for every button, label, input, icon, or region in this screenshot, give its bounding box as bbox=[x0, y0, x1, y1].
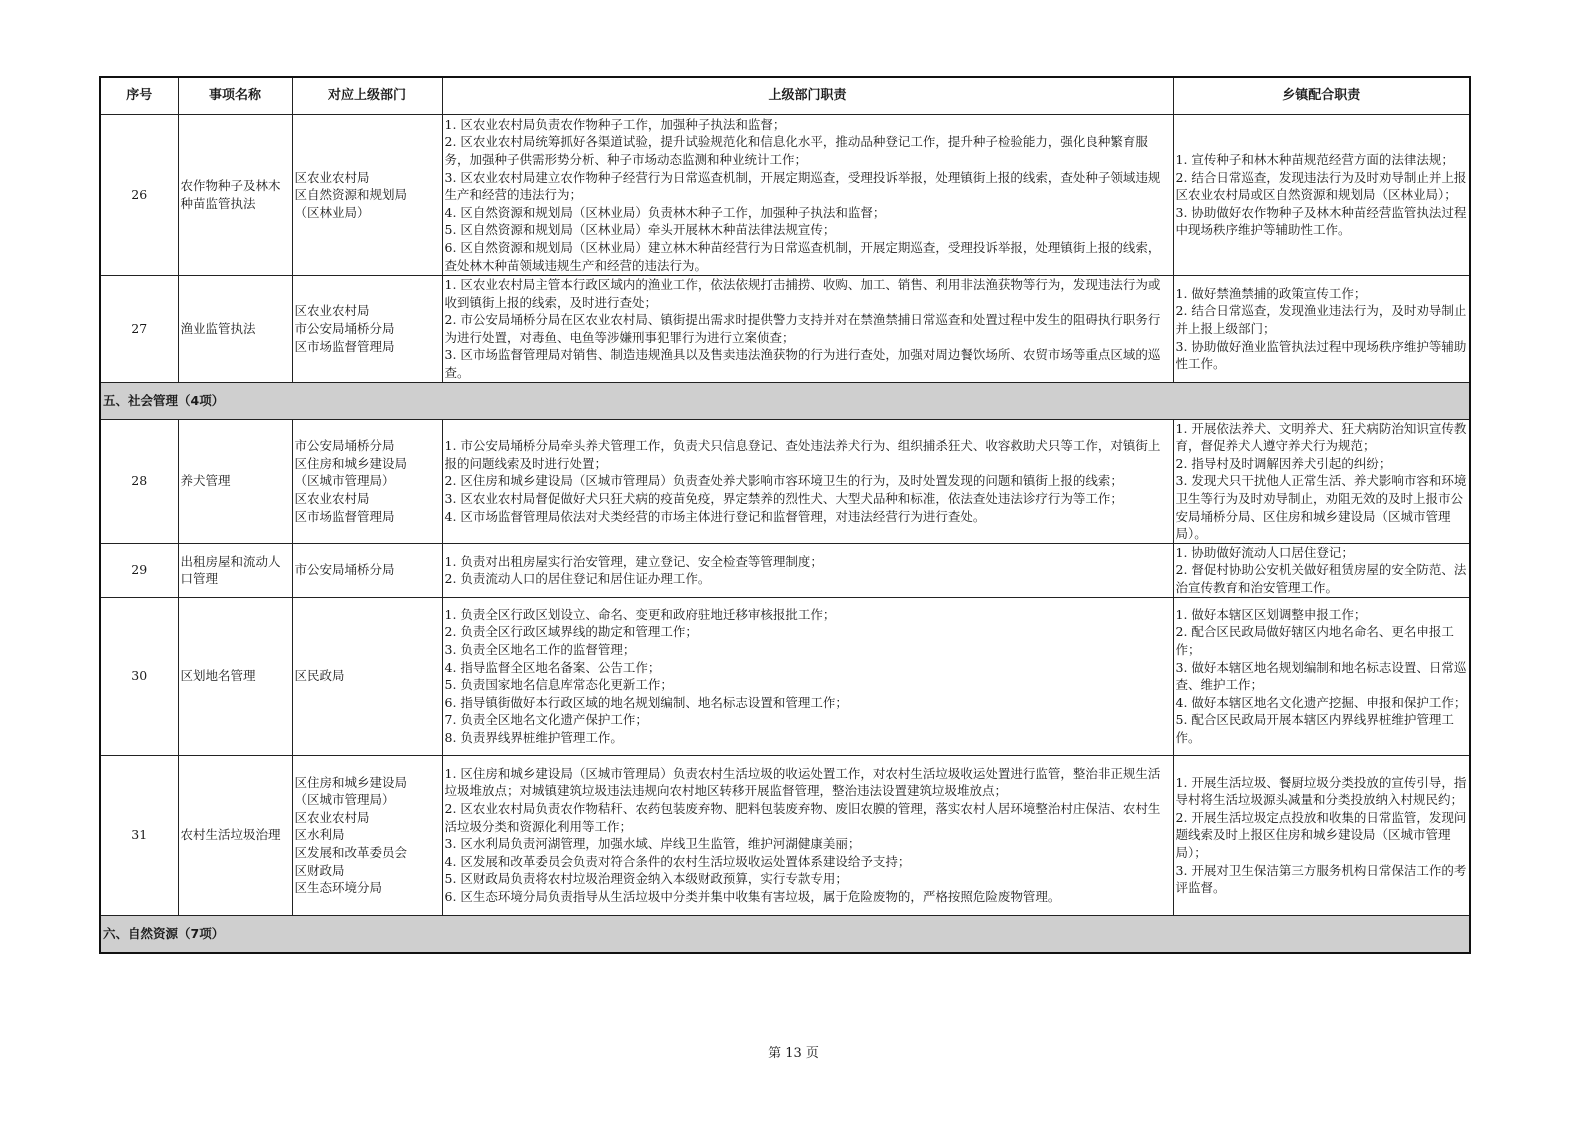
row-upper-duties bbox=[442, 597, 1173, 755]
dept-line: 市公安局埇桥分局 bbox=[294, 562, 395, 578]
duty-line: 1. 区农业农村局主管本行政区域内的渔业工作，依法依规打击捕捞、收购、加工、销售、利用非法渔获物等行为，发现违法行为或收到镇街上报的线索，及时进行查处； bbox=[444, 277, 1161, 310]
row-index: 28 bbox=[100, 419, 178, 543]
town-duty-line: 3. 协助做好农作物种子及林木种苗经营监管执法过程中现场秩序维护等辅助性工作。 bbox=[1175, 204, 1467, 238]
dept-line: 区生态环境分局 bbox=[294, 880, 383, 896]
duty-line: 6. 区自然资源和规划局（区林业局）建立林木种苗经营行为日常巡查机制，开展定期巡查，受理投诉举报，处理镇街上报的线索，查处林木种苗领域违规生产和经营的违法行为。 bbox=[444, 239, 1161, 273]
dept-line: 区农业农村局 bbox=[294, 809, 370, 825]
dept-line: （区城市管理局） bbox=[294, 792, 395, 808]
section-label: 五、社会管理（4项） bbox=[100, 382, 1470, 419]
duty-line: 3. 区农业农村局建立农作物种子经营行为日常巡查机制，开展定期巡查，受理投诉举报，处理镇街上报的线索，查处种子领域违规生产和经营的违法行为； bbox=[444, 169, 1161, 203]
duty-line: 2. 区农业农村局统筹抓好各渠道试验，提升试验规范化和信息化水平，推动品种登记工作，提升种子检验能力，强化良种繁育服务，加强种子供需形势分析、种子市场动态监测和种业统计工作； bbox=[444, 134, 1148, 168]
duty-line: 8. 负责界线界桩维护管理工作。 bbox=[444, 730, 623, 745]
duty-line: 5. 区自然资源和规划局（区林业局）牵头开展林木种苗法律法规宣传； bbox=[444, 222, 836, 238]
row-upper-depts bbox=[292, 543, 442, 597]
duty-line: 4. 指导监督全区地名备案、公告工作； bbox=[444, 659, 661, 675]
table-row bbox=[100, 543, 1470, 597]
dept-line: 市公安局埇桥分局 bbox=[294, 320, 395, 336]
header-upper-dept: 对应上级部门 bbox=[292, 77, 442, 115]
duty-line: 2. 区农业农村局负责农作物秸秆、农药包装废弃物、肥料包装废弃物、废旧农膜的管理，落实农村人居环境整治村庄保洁、农村生活垃圾分类和资源化利用等工作； bbox=[444, 801, 1161, 834]
row-upper-depts bbox=[292, 115, 442, 276]
duty-line: 3. 区市场监督管理局对销售、制造违规渔具以及售卖违法渔获物的行为进行查处，加强对周边餐饮场所、农贸市场等重点区域的巡查。 bbox=[444, 347, 1161, 380]
dept-line: 区自然资源和规划局 bbox=[294, 187, 408, 203]
row-upper-duties bbox=[442, 419, 1173, 543]
section-row bbox=[100, 382, 1470, 419]
town-duty-line: 1. 协助做好流动人口居住登记； bbox=[1175, 544, 1354, 560]
dept-line: 区市场监督管理局 bbox=[294, 338, 395, 354]
row-town-duties bbox=[1173, 419, 1470, 543]
table-row bbox=[100, 115, 1470, 276]
table-row bbox=[100, 276, 1470, 383]
town-duty-line: 2. 指导村及时调解因养犬引起的纠纷； bbox=[1175, 455, 1392, 471]
town-duty-line: 2. 配合区民政局做好辖区内地名命名、更名申报工作； bbox=[1175, 624, 1454, 658]
row-upper-duties bbox=[442, 755, 1173, 915]
duty-table bbox=[99, 76, 1471, 954]
row-item-name: 养犬管理 bbox=[178, 419, 292, 543]
duty-line: 2. 负责流动人口的居住登记和居住证办理工作。 bbox=[444, 571, 711, 587]
town-duty-line: 3. 开展对卫生保洁第三方服务机构日常保洁工作的考评监督。 bbox=[1175, 862, 1467, 896]
duty-line: 1. 负责对出租房屋实行治安管理，建立登记、安全检查等管理制度； bbox=[444, 553, 823, 569]
section-label: 六、自然资源（7项） bbox=[100, 915, 1470, 953]
town-duty-line: 3. 发现犬只干扰他人正常生活、养犬影响市容和环境卫生等行为及时劝导制止，劝阻无效的及时上报市公安局埇桥分局、区住房和城乡建设局（区城市管理局）。 bbox=[1175, 473, 1467, 542]
town-duty-line: 2. 督促村协助公安机关做好租赁房屋的安全防范、法治宣传教育和治安管理工作。 bbox=[1175, 562, 1467, 596]
header-upper-duty: 上级部门职责 bbox=[442, 77, 1173, 115]
row-item-name: 出租房屋和流动人口管理 bbox=[178, 543, 292, 597]
duty-line: 3. 区水利局负责河湖管理，加强水域、岸线卫生监管，维护河湖健康美丽； bbox=[444, 836, 861, 852]
town-duty-line: 2. 结合日常巡查，发现渔业违法行为，及时劝导制止并上报上级部门； bbox=[1175, 303, 1467, 336]
row-item-name: 农作物种子及林木种苗监管执法 bbox=[178, 115, 292, 276]
duty-line: 6. 区生态环境分局负责指导从生活垃圾中分类并集中收集有害垃圾，属于危险废物的，严格按照危险废物管理。 bbox=[444, 889, 1061, 904]
dept-line: 区水利局 bbox=[294, 827, 345, 843]
duty-line: 4. 区自然资源和规划局（区林业局）负责林木种子工作，加强种子执法和监督； bbox=[444, 204, 886, 220]
town-duty-line: 2. 结合日常巡查，发现违法行为及时劝导制止并上报区农业农村局或区自然资源和规划局（区林业局）； bbox=[1175, 169, 1467, 203]
town-duty-line: 1. 开展生活垃圾、餐厨垃圾分类投放的宣传引导，指导村将生活垃圾源头减量和分类投放纳入村规民约； bbox=[1175, 774, 1467, 808]
duty-line: 1. 区农业农村局负责农作物种子工作，加强种子执法和监督； bbox=[444, 116, 786, 132]
town-duty-line: 4. 做好本辖区地名文化遗产挖掘、申报和保护工作； bbox=[1175, 694, 1467, 710]
duty-line: 3. 区农业农村局督促做好犬只狂犬病的疫苗免疫，界定禁养的烈性犬、大型犬品种和标准，依法查处违法诊疗行为等工作； bbox=[444, 490, 1123, 506]
table-body bbox=[100, 115, 1470, 953]
row-index: 31 bbox=[100, 755, 178, 915]
duty-line: 2. 负责全区行政区域界线的勘定和管理工作； bbox=[444, 624, 698, 640]
dept-line: 市公安局埇桥分局 bbox=[294, 438, 395, 454]
row-index: 30 bbox=[100, 597, 178, 755]
dept-line: 区农业农村局 bbox=[294, 490, 370, 506]
duty-line: 1. 负责全区行政区划设立、命名、变更和政府驻地迁移审核报批工作； bbox=[444, 606, 836, 622]
dept-line: 区民政局 bbox=[294, 668, 345, 684]
dept-line: 区农业农村局 bbox=[294, 303, 370, 319]
duty-line: 6. 指导镇街做好本行政区域的地名规划编制、地名标志设置和管理工作； bbox=[444, 694, 848, 710]
header-town-duty: 乡镇配合职责 bbox=[1173, 77, 1470, 115]
row-town-duties bbox=[1173, 543, 1470, 597]
duty-line: 4. 区市场监督管理局依法对犬类经营的市场主体进行登记和监督管理，对违法经营行为进行查处。 bbox=[444, 508, 986, 524]
dept-line: 区发展和改革委员会 bbox=[294, 845, 408, 861]
row-upper-duties bbox=[442, 115, 1173, 276]
header-item-name: 事项名称 bbox=[178, 77, 292, 115]
dept-line: 区市场监督管理局 bbox=[294, 508, 395, 524]
town-duty-line: 1. 做好本辖区区划调整申报工作； bbox=[1175, 606, 1367, 622]
row-upper-depts bbox=[292, 419, 442, 543]
table-row bbox=[100, 419, 1470, 543]
row-upper-duties bbox=[442, 543, 1173, 597]
row-upper-duties bbox=[442, 276, 1173, 383]
header-index: 序号 bbox=[100, 77, 178, 115]
duty-line: 1. 区住房和城乡建设局（区城市管理局）负责农村生活垃圾的收运处置工作，对农村生活垃圾收运处置进行监管，整治非正规生活垃圾堆放点；对城镇建筑垃圾违法违规向农村地区转移开展监督管理，整治违法设置建筑垃圾堆放点； bbox=[444, 765, 1161, 799]
duty-line: 2. 区住房和城乡建设局（区城市管理局）负责查处养犬影响市容环境卫生的行为，及时处置发现的问题和镇街上报的线索； bbox=[444, 473, 1123, 489]
town-duty-line: 3. 做好本辖区地名规划编制和地名标志设置、日常巡查、维护工作； bbox=[1175, 659, 1467, 693]
row-town-duties bbox=[1173, 276, 1470, 383]
row-upper-depts bbox=[292, 597, 442, 755]
dept-line: （区林业局） bbox=[294, 204, 370, 220]
dept-line: 区财政局 bbox=[294, 862, 345, 878]
duty-line: 7. 负责全区地名文化遗产保护工作； bbox=[444, 712, 648, 728]
town-duty-line: 1. 宣传种子和林木种苗规范经营方面的法律法规； bbox=[1175, 152, 1454, 168]
dept-line: 区住房和城乡建设局 bbox=[294, 774, 408, 790]
town-duty-line: 1. 开展依法养犬、文明养犬、狂犬病防治知识宣传教育，督促养犬人遵守养犬行为规范； bbox=[1175, 420, 1467, 454]
header-row bbox=[100, 77, 1470, 115]
row-town-duties bbox=[1173, 115, 1470, 276]
table-row bbox=[100, 597, 1470, 755]
row-index: 27 bbox=[100, 276, 178, 383]
row-town-duties bbox=[1173, 755, 1470, 915]
duty-line: 1. 市公安局埇桥分局牵头养犬管理工作，负责犬只信息登记、查处违法养犬行为、组织捕杀狂犬、收容救助犬只等工作，对镇街上报的问题线索及时进行处置； bbox=[444, 438, 1161, 471]
duty-line: 2. 市公安局埇桥分局在区农业农村局、镇街提出需求时提供警力支持并对在禁渔禁捕日常巡查和处置过程中发生的阻碍执行职务行为进行处置，对毒鱼、电鱼等涉嫌刑事犯罪行为进行立案侦查； bbox=[444, 312, 1161, 345]
duty-line: 4. 区发展和改革委员会负责对符合条件的农村生活垃圾收运处置体系建设给予支持； bbox=[444, 853, 911, 869]
row-town-duties bbox=[1173, 597, 1470, 755]
row-item-name: 渔业监管执法 bbox=[178, 276, 292, 383]
dept-line: 区农业农村局 bbox=[294, 169, 370, 185]
table-row bbox=[100, 755, 1470, 915]
duty-line: 3. 负责全区地名工作的监督管理； bbox=[444, 642, 636, 658]
section-row bbox=[100, 915, 1470, 953]
row-upper-depts bbox=[292, 276, 442, 383]
dept-line: （区城市管理局） bbox=[294, 473, 395, 489]
town-duty-line: 1. 做好禁渔禁捕的政策宣传工作； bbox=[1175, 285, 1367, 301]
row-index: 26 bbox=[100, 115, 178, 276]
town-duty-line: 2. 开展生活垃圾定点投放和收集的日常监管，发现问题线索及时上报区住房和城乡建设局（区城市管理局）； bbox=[1175, 809, 1467, 861]
page-number: 第 13 页 bbox=[768, 1046, 819, 1061]
town-duty-line: 5. 配合区民政局开展本辖区内界线界桩维护管理工作。 bbox=[1175, 712, 1454, 745]
row-upper-depts bbox=[292, 755, 442, 915]
duty-line: 5. 区财政局负责将农村垃圾治理资金纳入本级财政预算，实行专款专用； bbox=[444, 871, 848, 887]
row-item-name: 农村生活垃圾治理 bbox=[178, 755, 292, 915]
town-duty-line: 3. 协助做好渔业监管执法过程中现场秩序维护等辅助性工作。 bbox=[1175, 338, 1467, 372]
row-index: 29 bbox=[100, 543, 178, 597]
dept-line: 区住房和城乡建设局 bbox=[294, 455, 408, 471]
duty-line: 5. 负责国家地名信息库常态化更新工作； bbox=[444, 677, 673, 693]
row-item-name: 区划地名管理 bbox=[178, 597, 292, 755]
